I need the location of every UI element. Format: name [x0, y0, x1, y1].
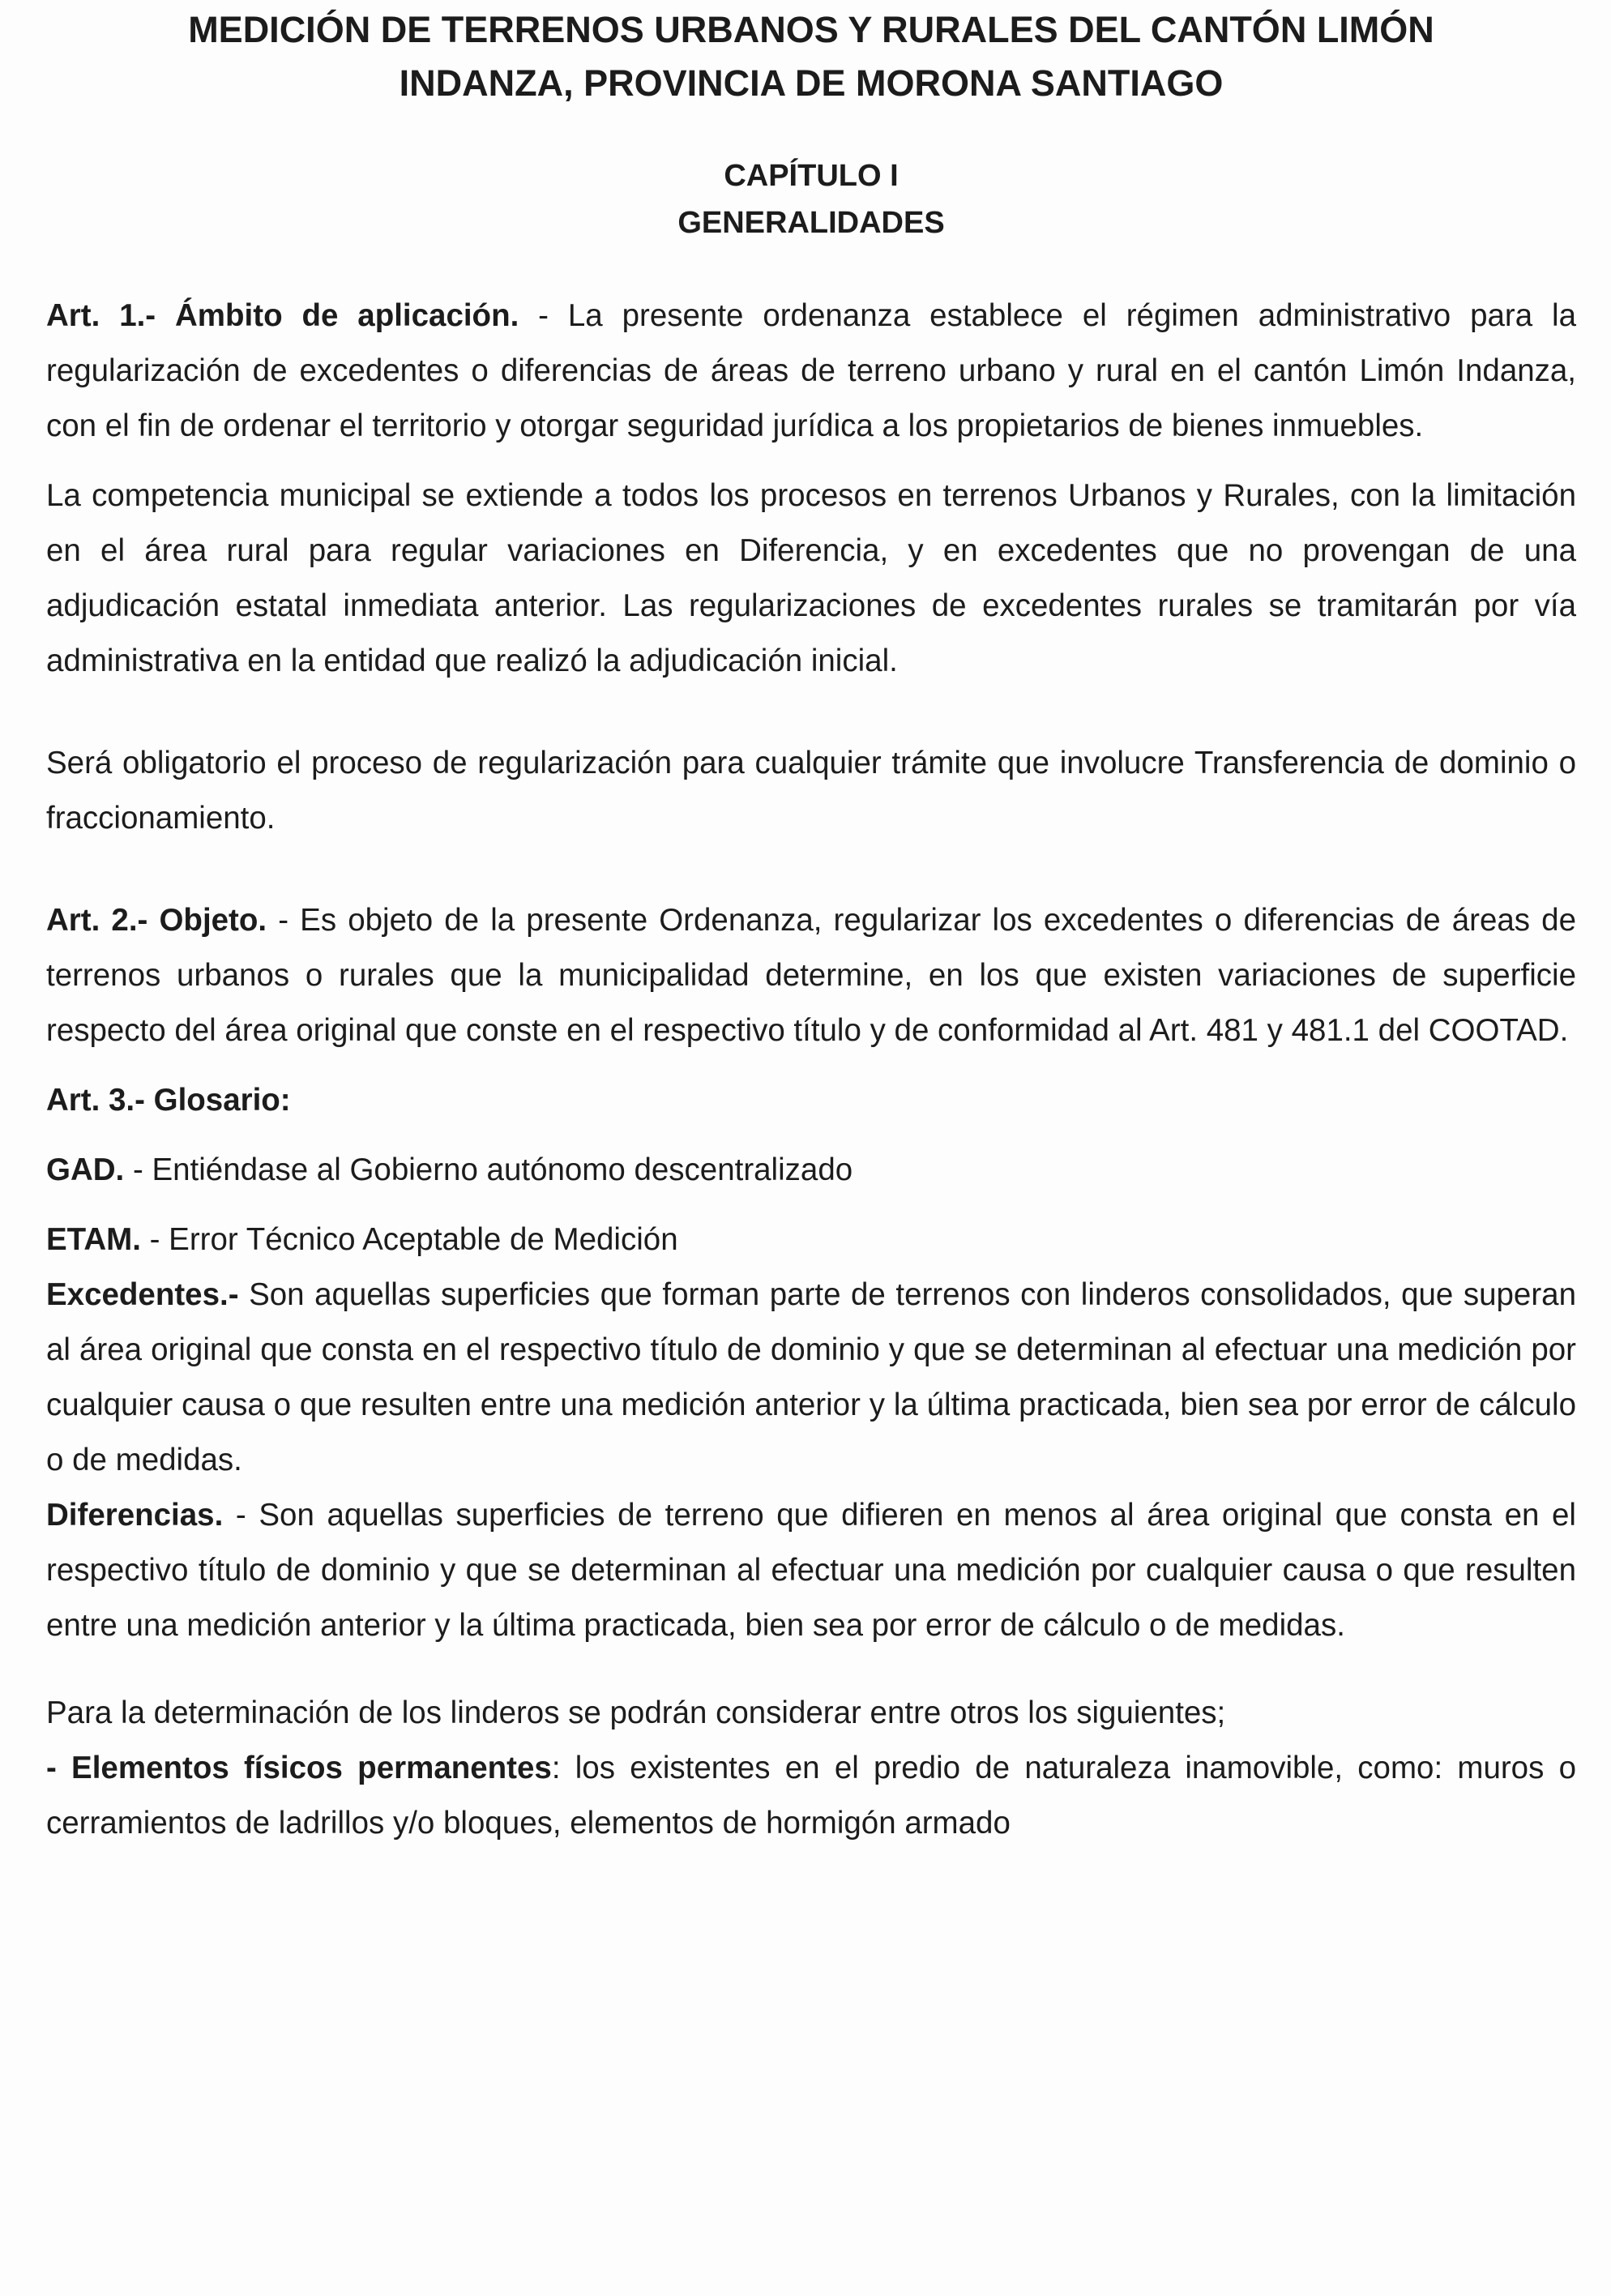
- linderos-item-1-text: : los existentes en el predio de naturaleza inamovible, como: muros o cerramientos de ladrillos y/o bloques, elementos de hormigón armado: [46, 1751, 1576, 1841]
- article-1-paragraph-3: Será obligatorio el proceso de regularización para cualquier trámite que involucre Transferencia de dominio o fraccionamiento.: [46, 746, 1576, 836]
- linderos-intro: Para la determinación de los linderos se podrán considerar entre otros los siguientes;: [46, 1695, 1226, 1730]
- glossary-diferencias-definition: - Son aquellas superficies de terreno que difieren en menos al área original que consta en el respectivo título de dominio y que se determinan al efectuar una medición por cualquier causa o que resulten entre una medición anterior y la última practicada, bien sea por error de cálculo o de medidas.: [46, 1498, 1576, 1643]
- glossary-gad-definition: - Entiéndase al Gobierno autónomo descentralizado: [124, 1152, 853, 1187]
- linderos-item-1-term: - Elementos físicos permanentes: [46, 1751, 552, 1785]
- glossary-diferencias-term: Diferencias.: [46, 1498, 224, 1533]
- glossary-excedentes-definition: Son aquellas superficies que forman parte de terrenos con linderos consolidados, que superan al área original que consta en el respectivo título de dominio y que se determinan al efectuar una medición por cualquier causa o que resulten entre una medición anterior y la última practicada, bien sea por error de cálculo o de medidas.: [46, 1277, 1576, 1477]
- article-3-heading: [46, 1073, 1576, 1128]
- article-3-heading-text: Art. 3.- Glosario:: [46, 1083, 291, 1118]
- article-1-heading: Art. 1.- Ámbito de aplicación.: [46, 298, 519, 333]
- article-2: [46, 893, 1576, 1058]
- glossary-etam-definition: - Error Técnico Aceptable de Medición: [140, 1222, 678, 1257]
- title-line-1: MEDICIÓN DE TERRENOS URBANOS Y RURALES DEL CANTÓN LIMÓN: [188, 9, 1434, 50]
- glossary-diferencias: [46, 1488, 1576, 1653]
- glossary-etam: [46, 1212, 1576, 1268]
- linderos-item-1: [46, 1741, 1576, 1851]
- article-2-text: - Es objeto de la presente Ordenanza, regularizar los excedentes o diferencias de áreas de terrenos urbanos o rurales que la municipalidad determine, en los que existen variaciones de superficie respecto del área original que conste en el respectivo título y de conformidad al Art. 481 y 481.1 del COOTAD.: [46, 903, 1576, 1048]
- glossary-etam-term: ETAM.: [46, 1222, 141, 1257]
- article-1: [46, 289, 1576, 454]
- article-1-text: - La presente ordenanza establece el régimen administrativo para la regularización de excedentes o diferencias de áreas de terreno urbano y rural en el cantón Limón Indanza, con el fin de ordenar el territorio y otorgar seguridad jurídica a los propietarios de bienes inmuebles.: [46, 298, 1576, 443]
- document-title: [46, 0, 1576, 110]
- glossary-excedentes-term: Excedentes.-: [46, 1277, 239, 1312]
- glossary-gad: [46, 1143, 1576, 1198]
- document-content: [46, 0, 1576, 1851]
- glossary-gad-term: GAD.: [46, 1152, 125, 1187]
- article-1-paragraph-2: La competencia municipal se extiende a todos los procesos en terrenos Urbanos y Rurales, con la limitación en el área rural para regular variaciones en Diferencia, y en excedentes que no provengan de una adjudicación estatal inmediata anterior. Las regularizaciones de excedentes rurales se tramitarán por vía administrativa en la entidad que realizó la adjudicación inicial.: [46, 478, 1576, 678]
- title-line-2: INDANZA, PROVINCIA DE MORONA SANTIAGO: [399, 62, 1224, 104]
- article-2-heading: Art. 2.- Objeto.: [46, 903, 267, 938]
- glossary-excedentes: [46, 1268, 1576, 1488]
- chapter-name: GENERALIDADES: [677, 206, 945, 240]
- chapter-number: CAPÍTULO I: [724, 159, 899, 193]
